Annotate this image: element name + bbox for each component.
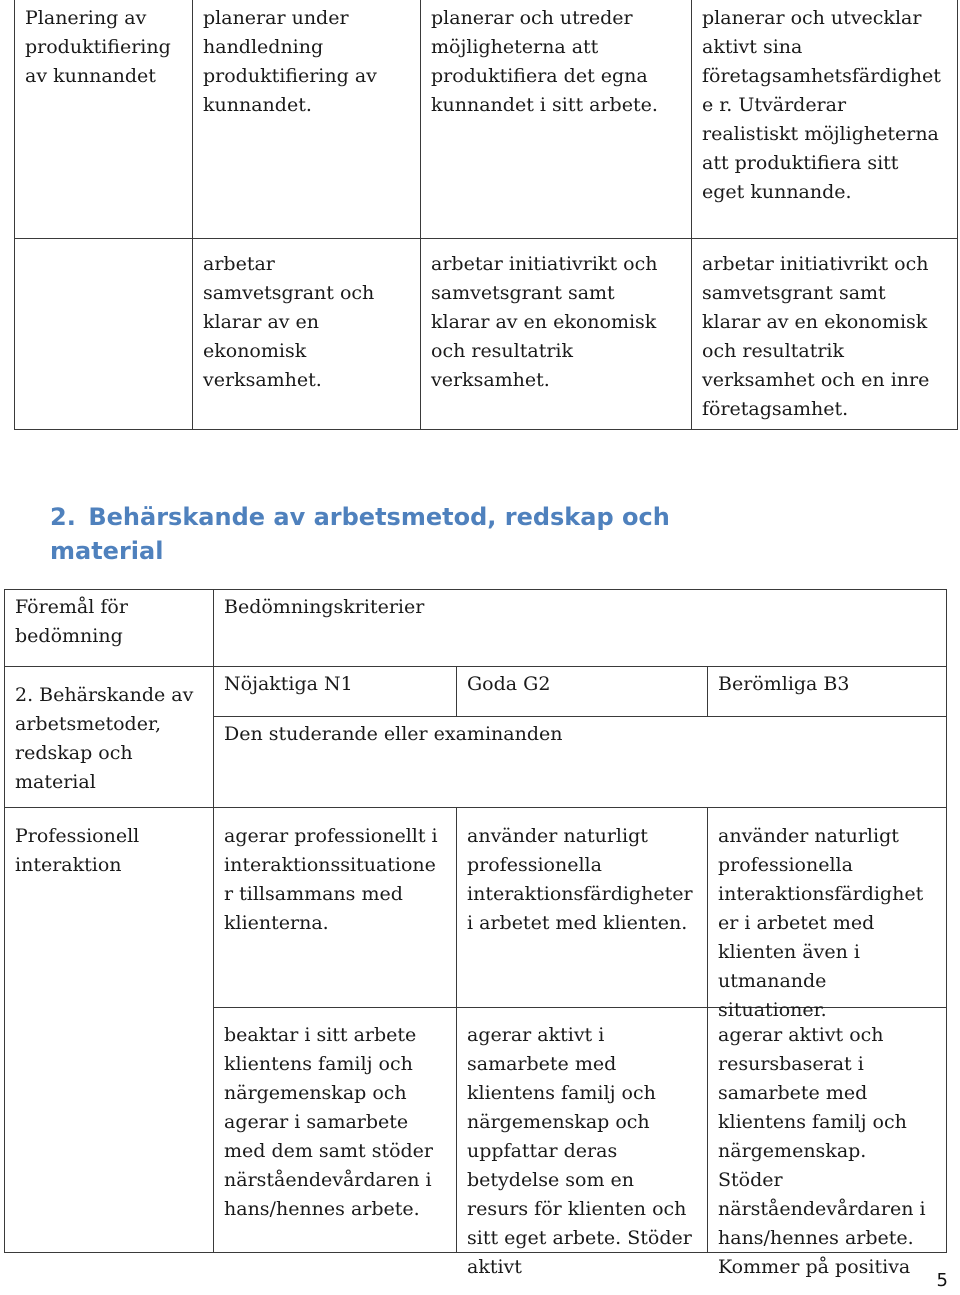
grade-n1-label: Nöjaktiga N1 [224, 673, 353, 695]
table-cell-b3: planerar och utvecklar aktivt sina företagsamhetsfärdighete r. Utvärderar realistiskt möjligheterna att produktifiera sitt eget kunnande. [702, 7, 941, 203]
page-number: 5 [936, 1270, 948, 1291]
section-title: Behärskande av arbetsmetod, redskap och material [50, 503, 670, 565]
header-criteria: Bedömningskriterier [224, 596, 425, 618]
grade-g2-label: Goda G2 [467, 673, 551, 695]
criteria-g2: använder naturligt professionella interaktionsfärdigheter i arbetet med klienten. [467, 825, 693, 934]
criteria-b3: agerar aktivt och resursbaserat i samarbete med klientens familj och närgemenskap. Stöder närståendevårdaren i hans/hennes arbete. Kommer på positiva [718, 1024, 926, 1278]
criteria-b3: använder naturligt professionella interaktionsfärdigheter i arbetet med klienten även i utmanande situationer. [718, 825, 924, 1021]
criteria-n1: agerar professionellt i interaktionssituationer tillsammans med klienterna. [224, 825, 438, 934]
table-cell-g2: planerar och utreder möjligheterna att produktifiera det egna kunnandet i sitt arbete. [431, 7, 658, 116]
table-cell-b3: arbetar initiativrikt och samvetsgrant samt klarar av en ekonomisk och resultatrik verksamhet och en inre företagsamhet. [702, 253, 930, 420]
criteria-g2: agerar aktivt i samarbete med klientens familj och närgemenskap och uppfattar deras betydelse som en resurs för klienten och sitt eget arbete. Stöder aktivt [467, 1024, 692, 1278]
header-subject: Föremål för bedömning [15, 596, 128, 647]
row-subject: Professionell interaktion [15, 825, 140, 876]
grade-b3-label: Berömliga B3 [718, 673, 850, 695]
table-cell-g2: arbetar initiativrikt och samvetsgrant samt klarar av en ekonomisk och resultatrik verksamhet. [431, 253, 658, 391]
student-line: Den studerande eller examinanden [224, 723, 563, 745]
area-subject: 2. Behärskande av arbetsmetoder, redskap och material [15, 684, 194, 793]
table-cell-n1: planerar under handledning produktifiering av kunnandet. [203, 7, 377, 116]
criteria-n1: beaktar i sitt arbete klientens familj och närgemenskap och agerar i samarbete med dem samt stöder närståendevårdaren i hans/hennes arbete. [224, 1024, 434, 1220]
section-number: 2. [50, 503, 76, 531]
table-cell-subject: Planering av produktifiering av kunnandet [25, 7, 171, 87]
table-cell-n1: arbetar samvetsgrant och klarar av en ekonomisk verksamhet. [203, 253, 375, 391]
section-heading [50, 500, 750, 568]
